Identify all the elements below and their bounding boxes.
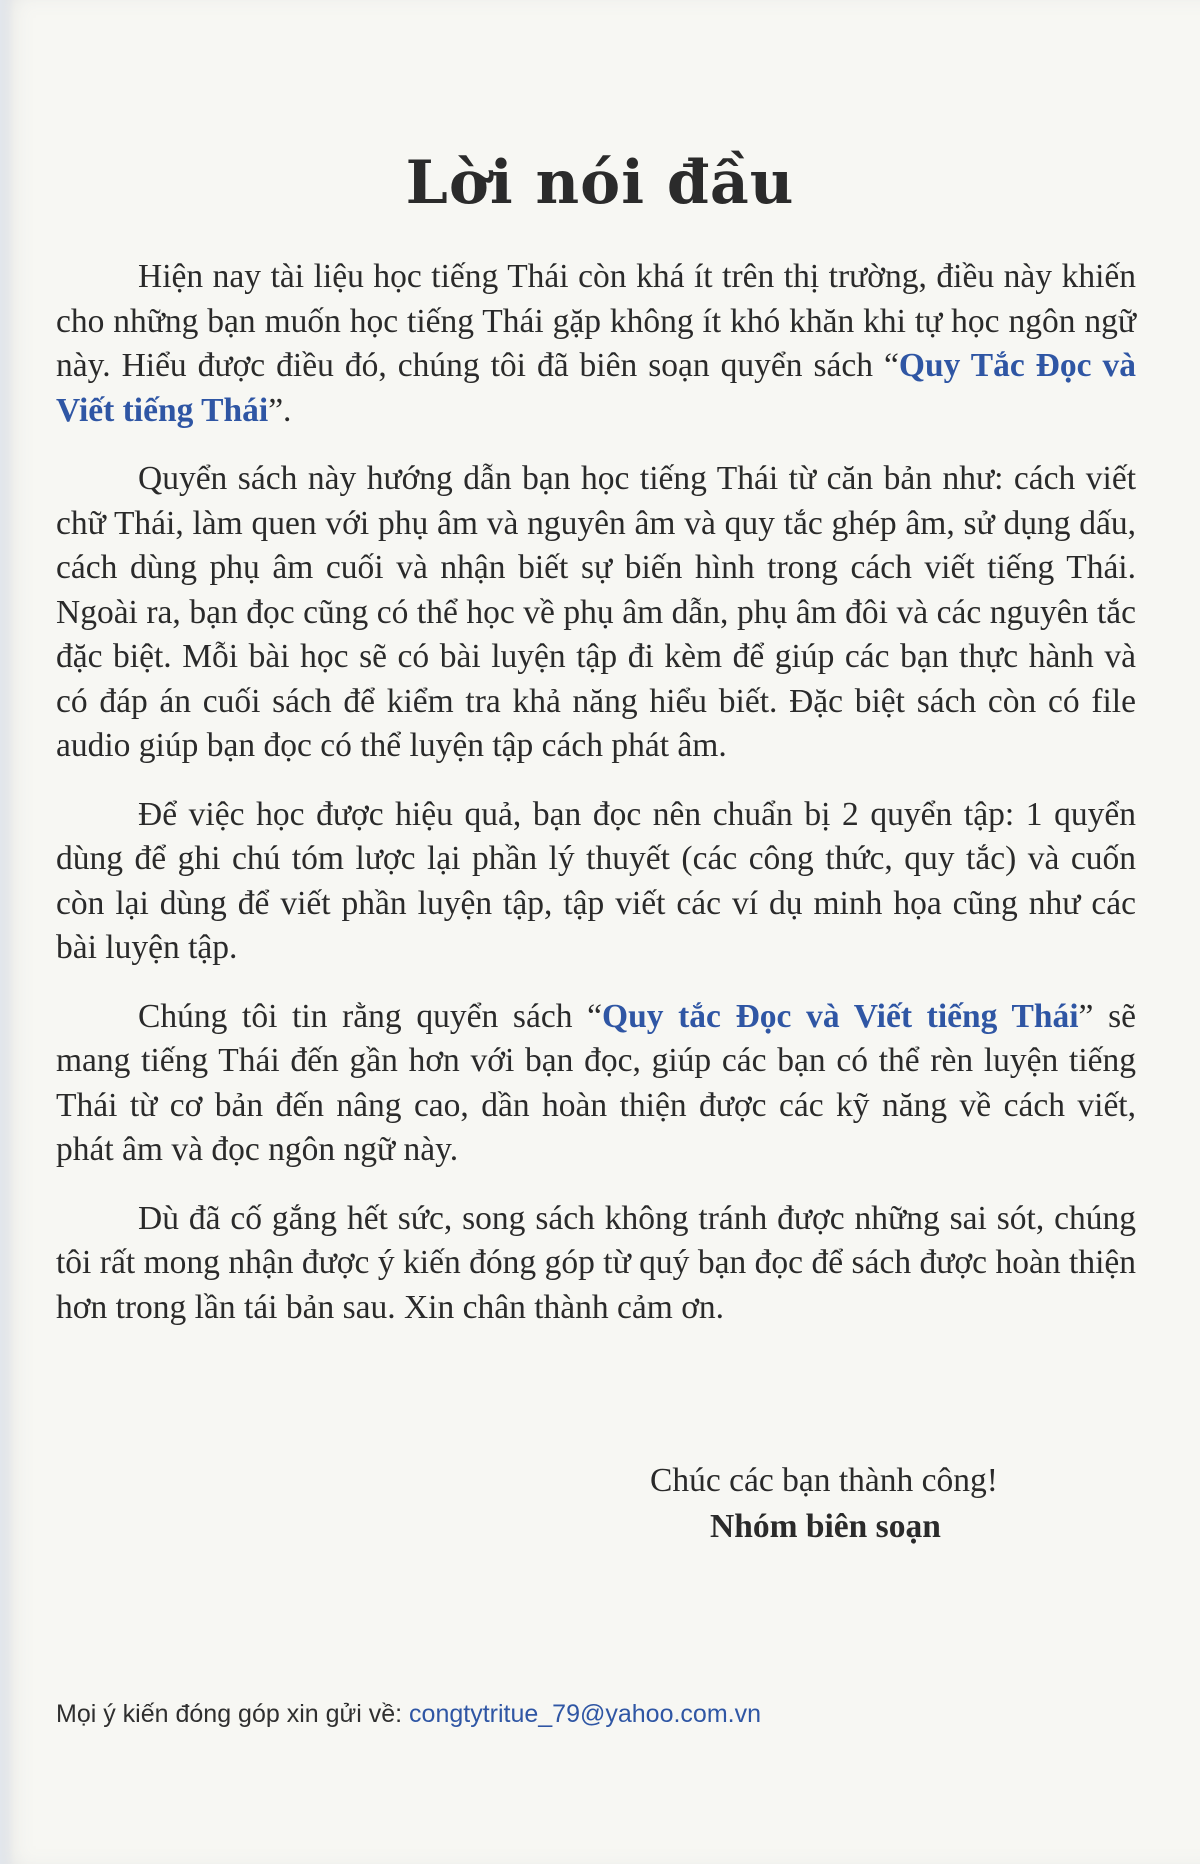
feedback-email[interactable]: congtytritue_79@yahoo.com.vn <box>409 1700 762 1728</box>
paragraph-advice: Để việc học được hiệu quả, bạn đọc nên chuẩn bị 2 quyển tập: 1 quyển dùng để ghi chú tóm lược lại phần lý thuyết (các công thức, quy tắc) và cuốn còn lại dùng để viết phần luyện tập, tập viết các ví dụ minh họa cũng như các bài luyện tập. <box>56 795 1136 966</box>
paragraph-contents: Quyển sách này hướng dẫn bạn học tiếng Thái từ căn bản như: cách viết chữ Thái, làm quen với phụ âm và nguyên âm và quy tắc ghép âm, sử dụng dấu, cách dùng phụ âm cuối và nhận biết sự biến hình trong cách viết tiếng Thái. Ngoài ra, bạn đọc cũng có thể học về phụ âm dẫn, phụ âm đôi và các nguyên tắc đặc biệt. Mỗi bài học sẽ có bài luyện tập đi kèm để giúp các bạn thực hành và có đáp án cuối sách để kiểm tra khả năng hiểu biết. Đặc biệt sách còn có file audio giúp bạn đọc có thể luyện tập cách phát âm. <box>56 460 1136 764</box>
paragraph-intro-text: Hiện nay tài liệu học tiếng Thái còn khá ít trên thị trường, điều này khiến cho những bạn muốn học tiếng Thái gặp không ít khó khăn khi tự học ngôn ngữ này. Hiểu được điều đó, chúng tôi đã biên soạn quyển sách “ <box>56 258 1136 384</box>
signoff-wish: Chúc các bạn thành công! <box>650 1462 998 1499</box>
page-title: Lời nói đầu <box>405 148 795 218</box>
paragraph-closing: Dù đã cố gắng hết sức, song sách không tránh được những sai sót, chúng tôi rất mong nhận được ý kiến đóng góp từ quý bạn đọc để sách được hoàn thiện hơn trong lần tái bản sau. Xin chân thành cảm ơn. <box>56 1199 1136 1326</box>
signoff <box>650 1458 1110 1550</box>
footer-label: Mọi ý kiến đóng góp xin gửi về: <box>56 1700 410 1728</box>
paragraph-belief-start: Chúng tôi tin rằng quyển sách “ <box>138 997 603 1035</box>
preface-body <box>56 255 1136 1354</box>
paragraph-intro-end: ”. <box>268 391 292 429</box>
paragraph-belief <box>56 995 1136 1173</box>
signoff-author: Nhóm biên soạn <box>710 1508 941 1545</box>
page-edge-shadow <box>0 0 14 1864</box>
paragraph-intro <box>56 255 1136 433</box>
book-title-highlight-2: Quy tắc Đọc và Viết tiếng Thái <box>602 997 1079 1035</box>
paragraph-belief-end: ” sẽ mang tiếng Thái đến gần hơn với bạn đọc, giúp các bạn có thể rèn luyện tiếng Thái từ cơ bản đến nâng cao, dần hoàn thiện được các kỹ năng về cách viết, phát âm và đọc ngôn ngữ này. <box>56 997 1136 1168</box>
feedback-footer <box>56 1700 1156 1729</box>
book-title-highlight: Quy Tắc Đọc và Viết tiếng Thái <box>56 347 1136 429</box>
